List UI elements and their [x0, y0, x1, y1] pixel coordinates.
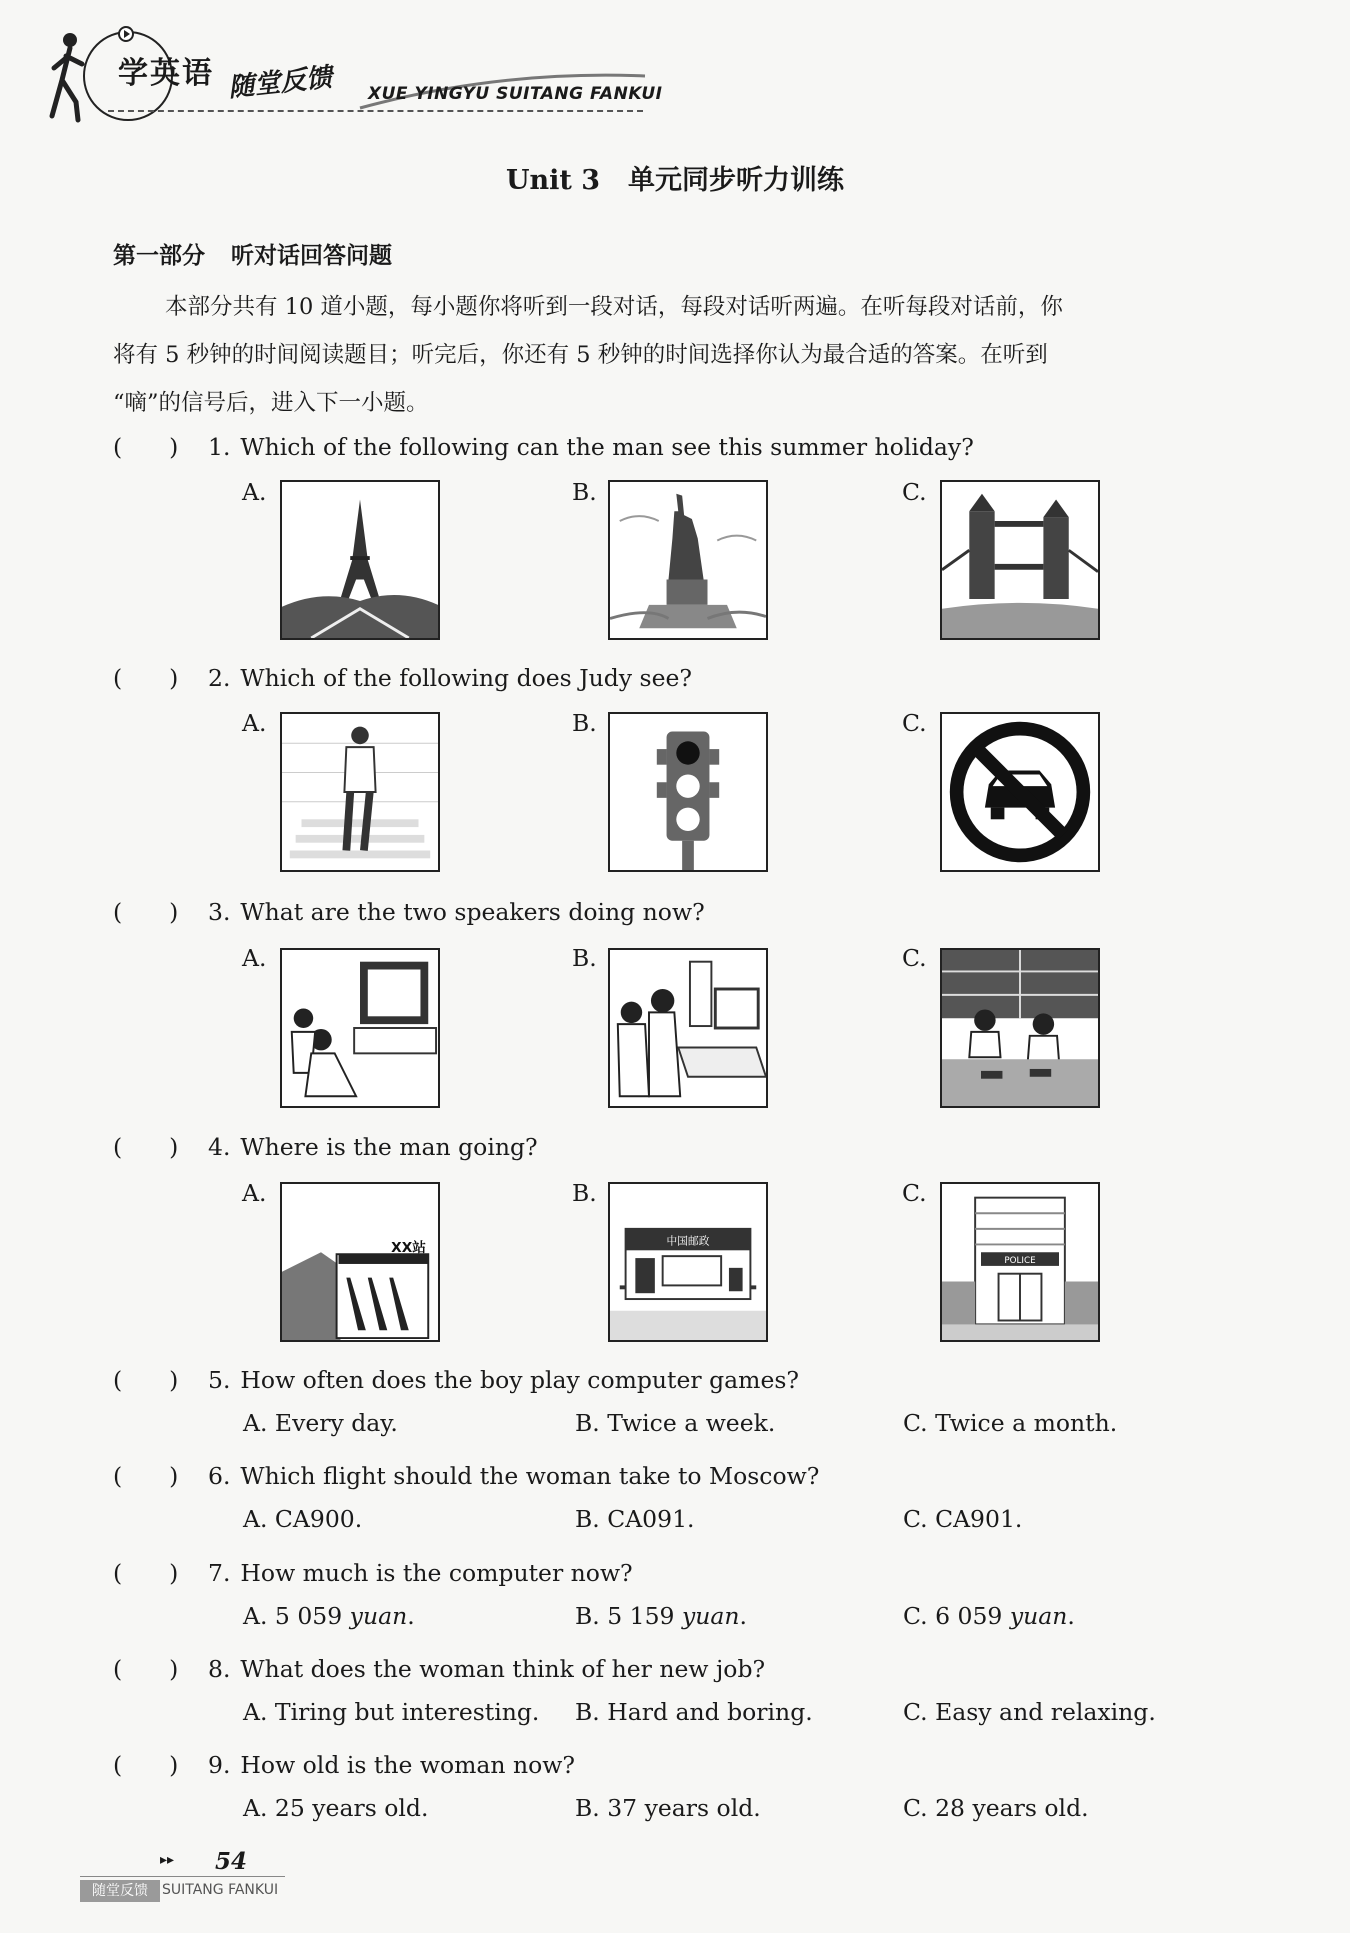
option-a[interactable]: A. 25 years old. — [243, 1794, 429, 1822]
question-text: What are the two speakers doing now? — [240, 898, 705, 926]
instructions — [113, 283, 1243, 427]
section-heading — [113, 237, 418, 270]
question-1 — [113, 428, 974, 462]
option-suffix: . — [1067, 1602, 1075, 1630]
question-4 — [113, 1128, 538, 1162]
question-text: Which flight should the woman take to Moscow? — [240, 1462, 820, 1490]
option-c[interactable] — [903, 1602, 1075, 1630]
option-b[interactable]: B. Twice a week. — [575, 1409, 776, 1437]
question-number: 2. — [208, 664, 231, 692]
option-label: A. — [242, 1179, 267, 1207]
currency-unit: yuan — [681, 1602, 740, 1630]
option-label: A. — [242, 478, 267, 506]
question-text: Where is the man going? — [240, 1133, 538, 1161]
unit-label: Unit 3 — [505, 165, 601, 196]
answer-blank[interactable]: ( ) — [113, 1559, 179, 1587]
no-cars-icon[interactable] — [940, 712, 1100, 872]
answer-blank[interactable]: ( ) — [113, 1655, 179, 1683]
answer-blank[interactable]: ( ) — [113, 1462, 179, 1490]
option-a[interactable]: A. Tiring but interesting. — [243, 1698, 540, 1726]
question-text: Which of the following does Judy see? — [240, 664, 693, 692]
post-office-icon[interactable] — [608, 1182, 768, 1342]
option-label: A. — [242, 944, 267, 972]
page-arrow-icon: ▸▸ — [160, 1852, 175, 1868]
option-b[interactable]: B. CA091. — [575, 1505, 695, 1533]
question-7 — [113, 1554, 633, 1588]
footer-label: SUITANG FANKUI — [162, 1882, 279, 1898]
question-text: How much is the computer now? — [240, 1559, 633, 1587]
option-label: B. — [572, 709, 597, 737]
question-text: Which of the following can the man see this summer holiday? — [240, 433, 974, 461]
currency-unit: yuan — [1009, 1602, 1068, 1630]
option-suffix: . — [407, 1602, 415, 1630]
option-value: A. 5 059 — [243, 1602, 350, 1630]
option-b[interactable]: B. Hard and boring. — [575, 1698, 813, 1726]
post-office-sign: 中国邮政 — [666, 1234, 710, 1248]
question-number: 4. — [208, 1133, 231, 1161]
instructions-line: “嘀”的信号后，进入下一小题。 — [113, 390, 429, 416]
question-9 — [113, 1746, 575, 1780]
option-label: C. — [902, 709, 927, 737]
watching-tv-icon[interactable] — [280, 948, 440, 1108]
police-sign: POLICE — [1004, 1255, 1036, 1266]
using-computer-icon[interactable] — [608, 948, 768, 1108]
option-label: C. — [902, 944, 927, 972]
option-c[interactable]: C. Twice a month. — [903, 1409, 1118, 1437]
instructions-line: 将有 5 秒钟的时间阅读题目；听完后，你还有 5 秒钟的时间选择你认为最合适的答案。在听到 — [113, 342, 1048, 368]
option-label: B. — [572, 478, 597, 506]
answer-blank[interactable]: ( ) — [113, 1133, 179, 1161]
option-a[interactable] — [243, 1602, 415, 1630]
option-b[interactable]: B. 37 years old. — [575, 1794, 761, 1822]
option-label: A. — [242, 709, 267, 737]
question-number: 6. — [208, 1462, 231, 1490]
option-value: B. 5 159 — [575, 1602, 682, 1630]
station-sign: XX站 — [391, 1240, 426, 1257]
question-3 — [113, 893, 705, 927]
question-2 — [113, 659, 692, 693]
question-number: 8. — [208, 1655, 231, 1683]
answer-blank[interactable]: ( ) — [113, 433, 179, 461]
option-value: C. 6 059 — [903, 1602, 1010, 1630]
option-suffix: . — [739, 1602, 748, 1630]
footer-divider — [80, 1876, 285, 1877]
currency-unit: yuan — [349, 1602, 408, 1630]
answer-blank[interactable]: ( ) — [113, 1366, 179, 1394]
section-name: 听对话回答问题 — [231, 243, 392, 269]
header-title-en: XUE YINGYU SUITANG FANKUI — [368, 84, 663, 104]
option-c[interactable]: C. Easy and relaxing. — [903, 1698, 1156, 1726]
question-text: How old is the woman now? — [240, 1751, 575, 1779]
option-label: C. — [902, 1179, 927, 1207]
unit-name: 单元同步听力训练 — [628, 165, 845, 196]
question-text: How often does the boy play computer games? — [240, 1366, 800, 1394]
footer-badge: 随堂反馈 — [80, 1880, 160, 1902]
question-number: 1. — [208, 433, 231, 461]
police-station-icon[interactable] — [940, 1182, 1100, 1342]
question-6 — [113, 1457, 819, 1491]
section-label: 第一部分 — [113, 243, 205, 269]
library-reading-icon[interactable] — [940, 948, 1100, 1108]
question-number: 7. — [208, 1559, 231, 1587]
answer-blank[interactable]: ( ) — [113, 1751, 179, 1779]
question-5 — [113, 1361, 799, 1395]
question-number: 5. — [208, 1366, 231, 1394]
question-number: 3. — [208, 898, 231, 926]
header-divider — [108, 110, 643, 112]
page-number: 54 — [215, 1848, 248, 1875]
tower-bridge-icon[interactable] — [940, 480, 1100, 640]
option-b[interactable] — [575, 1602, 747, 1630]
instructions-line: 本部分共有 10 道小题，每小题你将听到一段对话，每段对话听两遍。在听每段对话前，你 — [165, 294, 1063, 320]
traffic-light-icon[interactable] — [608, 712, 768, 872]
header-title-cn: 学英语 — [118, 56, 214, 91]
question-number: 9. — [208, 1751, 231, 1779]
option-label: B. — [572, 944, 597, 972]
option-a[interactable]: A. Every day. — [243, 1409, 398, 1437]
crosswalk-icon[interactable] — [280, 712, 440, 872]
option-label: C. — [902, 478, 927, 506]
option-a[interactable]: A. CA900. — [243, 1505, 363, 1533]
header-title-cn-script: 随堂反馈 — [226, 62, 334, 104]
train-station-icon[interactable] — [280, 1182, 440, 1342]
answer-blank[interactable]: ( ) — [113, 898, 179, 926]
option-c[interactable]: C. CA901. — [903, 1505, 1023, 1533]
question-8 — [113, 1650, 765, 1684]
option-label: B. — [572, 1179, 597, 1207]
option-c[interactable]: C. 28 years old. — [903, 1794, 1089, 1822]
statue-of-liberty-icon[interactable] — [608, 480, 768, 640]
question-text: What does the woman think of her new job? — [240, 1655, 766, 1683]
page-title — [0, 158, 1350, 197]
eiffel-tower-icon[interactable] — [280, 480, 440, 640]
answer-blank[interactable]: ( ) — [113, 664, 179, 692]
